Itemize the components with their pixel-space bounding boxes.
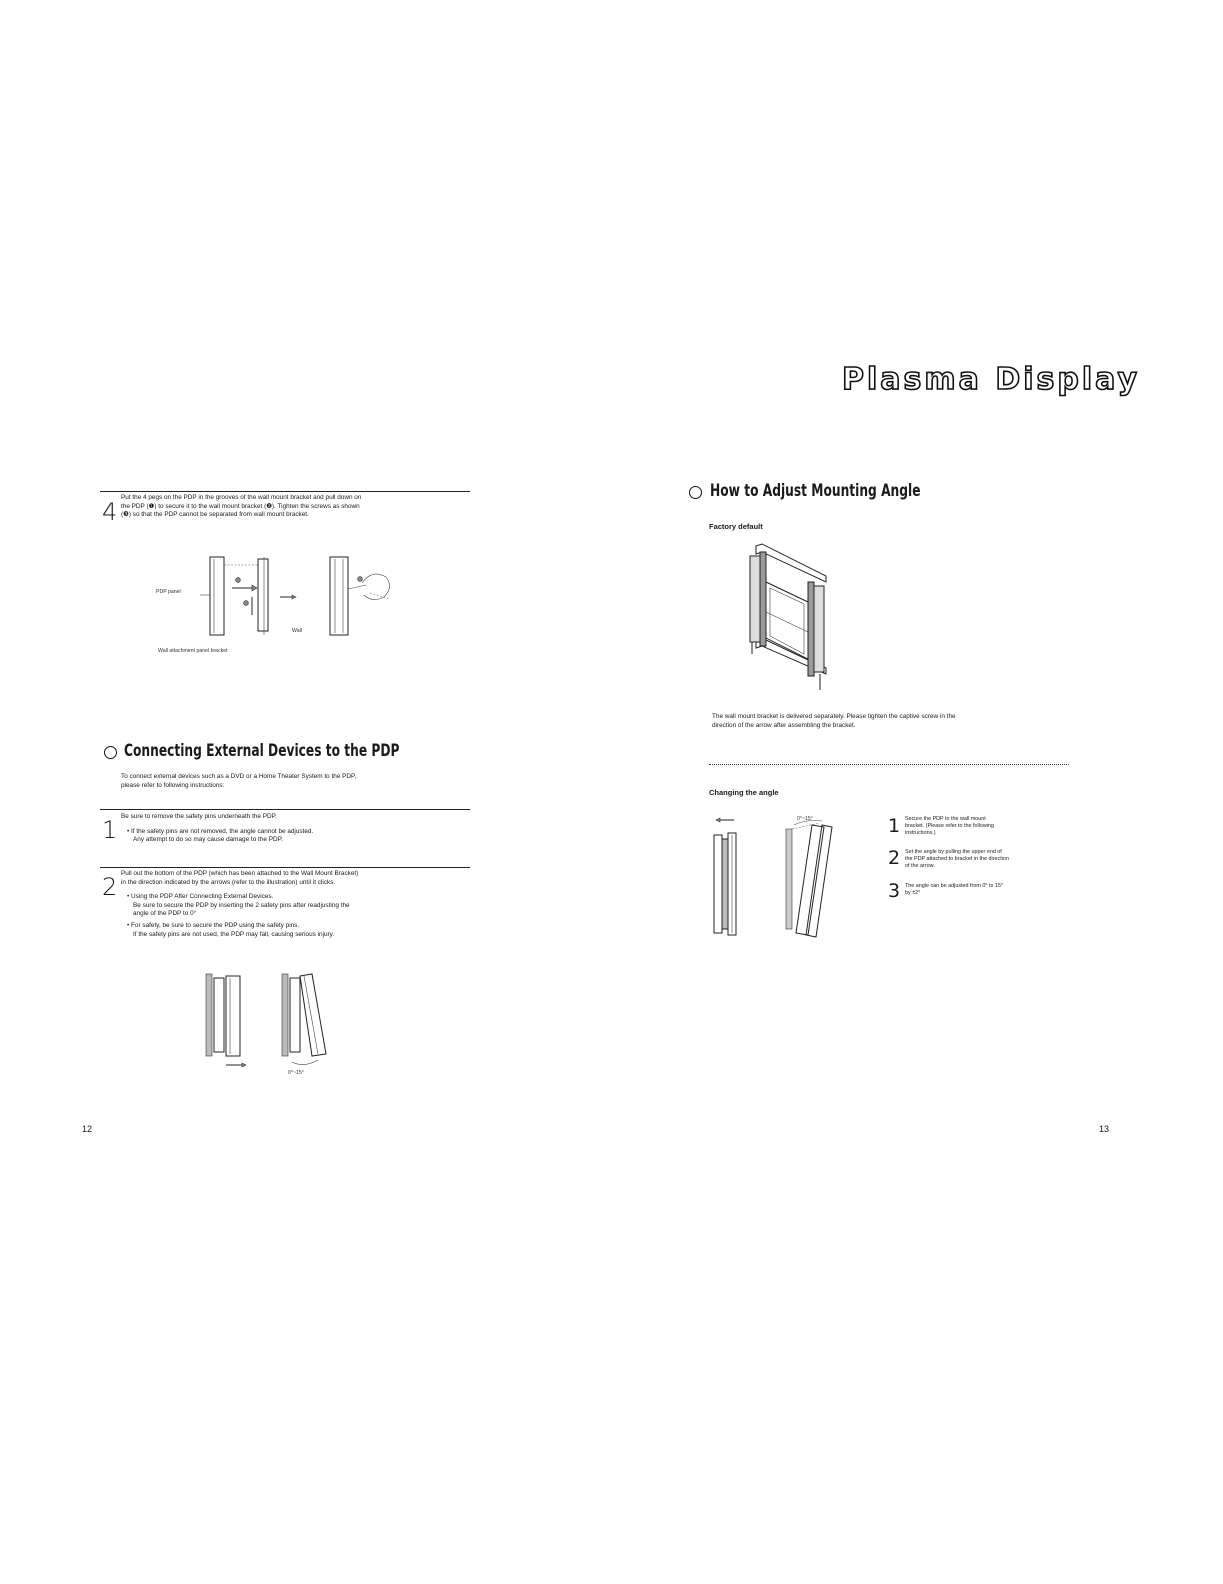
angle-label-right: 0°~15° — [797, 816, 813, 822]
step4-line3: (❸) so that the PDP cannot be separated from wall mount bracket. — [121, 511, 309, 519]
changing-step3-number: 3 — [888, 880, 901, 902]
changing-step2-number: 2 — [888, 847, 901, 869]
page-number-left: 12 — [82, 1124, 93, 1134]
step1-bullet1b: Any attempt to do so may cause damage to the PDP. — [133, 836, 283, 844]
page-number-right: 13 — [1099, 1124, 1110, 1134]
step4-number: 4 — [102, 498, 118, 526]
step1-text — [121, 813, 471, 845]
step2-bullet2: • For safety, be sure to secure the PDP using the safety pins. — [127, 921, 300, 929]
wall-label: Wall — [292, 628, 302, 634]
how-to-note — [712, 713, 1072, 730]
step2-line2: in the direction indicated by the arrows (refer to the illustration) until it clicks. — [121, 878, 336, 886]
changing-step1-line2: bracket. (Please refer to the following — [905, 823, 994, 829]
tilt-diagram-left — [200, 970, 340, 1075]
changing-step3-line2: by ±2° — [905, 890, 921, 896]
changing-step2-text — [905, 849, 1075, 870]
mounting-diagram — [180, 555, 420, 640]
changing-step1-text — [905, 816, 1075, 837]
changing-step1-number: 1 — [888, 815, 901, 837]
tilt-angle-label-left: 0°~15° — [288, 1070, 304, 1076]
bracket-diagram — [730, 542, 840, 692]
pdp-panel-label: PDP panel — [156, 589, 181, 595]
section-bullet-icon — [104, 746, 117, 759]
changing-step2-line3: of the arrow. — [905, 863, 935, 869]
how-to-note-line2: direction of the arrow after assembling the bracket. — [712, 721, 856, 729]
connecting-title: Connecting External Devices to the PDP — [124, 741, 400, 761]
step1-number: 1 — [102, 816, 118, 844]
how-to-title: How to Adjust Mounting Angle — [710, 481, 921, 501]
angle-diagram — [700, 815, 850, 940]
dotted-divider — [709, 764, 1069, 765]
changing-step2-line2: the PDP attached to bracket in the direction — [905, 856, 1009, 862]
step2-bullet1c: angle of the PDP to 0° — [133, 910, 197, 918]
step2-text — [121, 870, 471, 939]
changing-step1-line1: Secure the PDP to the wall mount — [905, 816, 986, 822]
bracket-label: Wall attachment panel bracket — [158, 648, 228, 654]
connecting-intro — [121, 773, 471, 790]
step1-rule — [100, 809, 470, 810]
step4-line1: Put the 4 pegs on the PDP in the grooves of the wall mount bracket and pull down on — [121, 494, 362, 501]
step2-bullet1b: Be sure to secure the PDP by inserting the 2 safety pins after readjusting the — [133, 901, 350, 909]
changing-step3-line1: The angle can be adjusted from 0° to 15° — [905, 883, 1004, 889]
step4-rule — [100, 491, 470, 492]
section-bullet-icon — [689, 486, 702, 499]
changing-angle-title: Changing the angle — [709, 788, 779, 797]
changing-step3-text — [905, 883, 1075, 897]
step2-number: 2 — [102, 873, 118, 901]
step4-text — [121, 494, 471, 520]
changing-step1-line3: instructions.) — [905, 830, 936, 836]
connecting-intro-line1: To connect external devices such as a DVD or a Home Theater System to the PDP, — [121, 773, 357, 780]
changing-step2-line1: Set the angle by pulling the upper end of — [905, 849, 1002, 855]
step2-rule — [100, 867, 470, 868]
how-to-note-line1: The wall mount bracket is delivered separately. Please tighten the captive screw in the — [712, 713, 956, 720]
step2-bullet2b: If the safety pins are not used, the PDP may fall, causing serious injury. — [133, 930, 335, 938]
brand-logo-text: Plasma Display — [842, 362, 1140, 397]
factory-default-label: Factory default — [709, 522, 763, 531]
step1-line1: Be sure to remove the safety pins underneath the PDP. — [121, 813, 277, 820]
step2-line1: Pull out the bottom of the PDP (which has been attached to the Wall Mount Bracket) — [121, 870, 359, 877]
connecting-intro-line2: please refer to following instructions: — [121, 781, 225, 789]
step4-line2: the PDP (❶) to secure it to the wall mount bracket (❷). Tighten the screws as shown — [121, 502, 360, 510]
step1-bullet1: • If the safety pins are not removed, the angle cannot be adjusted. — [127, 827, 314, 835]
step2-bullet1: • Using the PDP After Connecting External Devices. — [127, 893, 274, 901]
